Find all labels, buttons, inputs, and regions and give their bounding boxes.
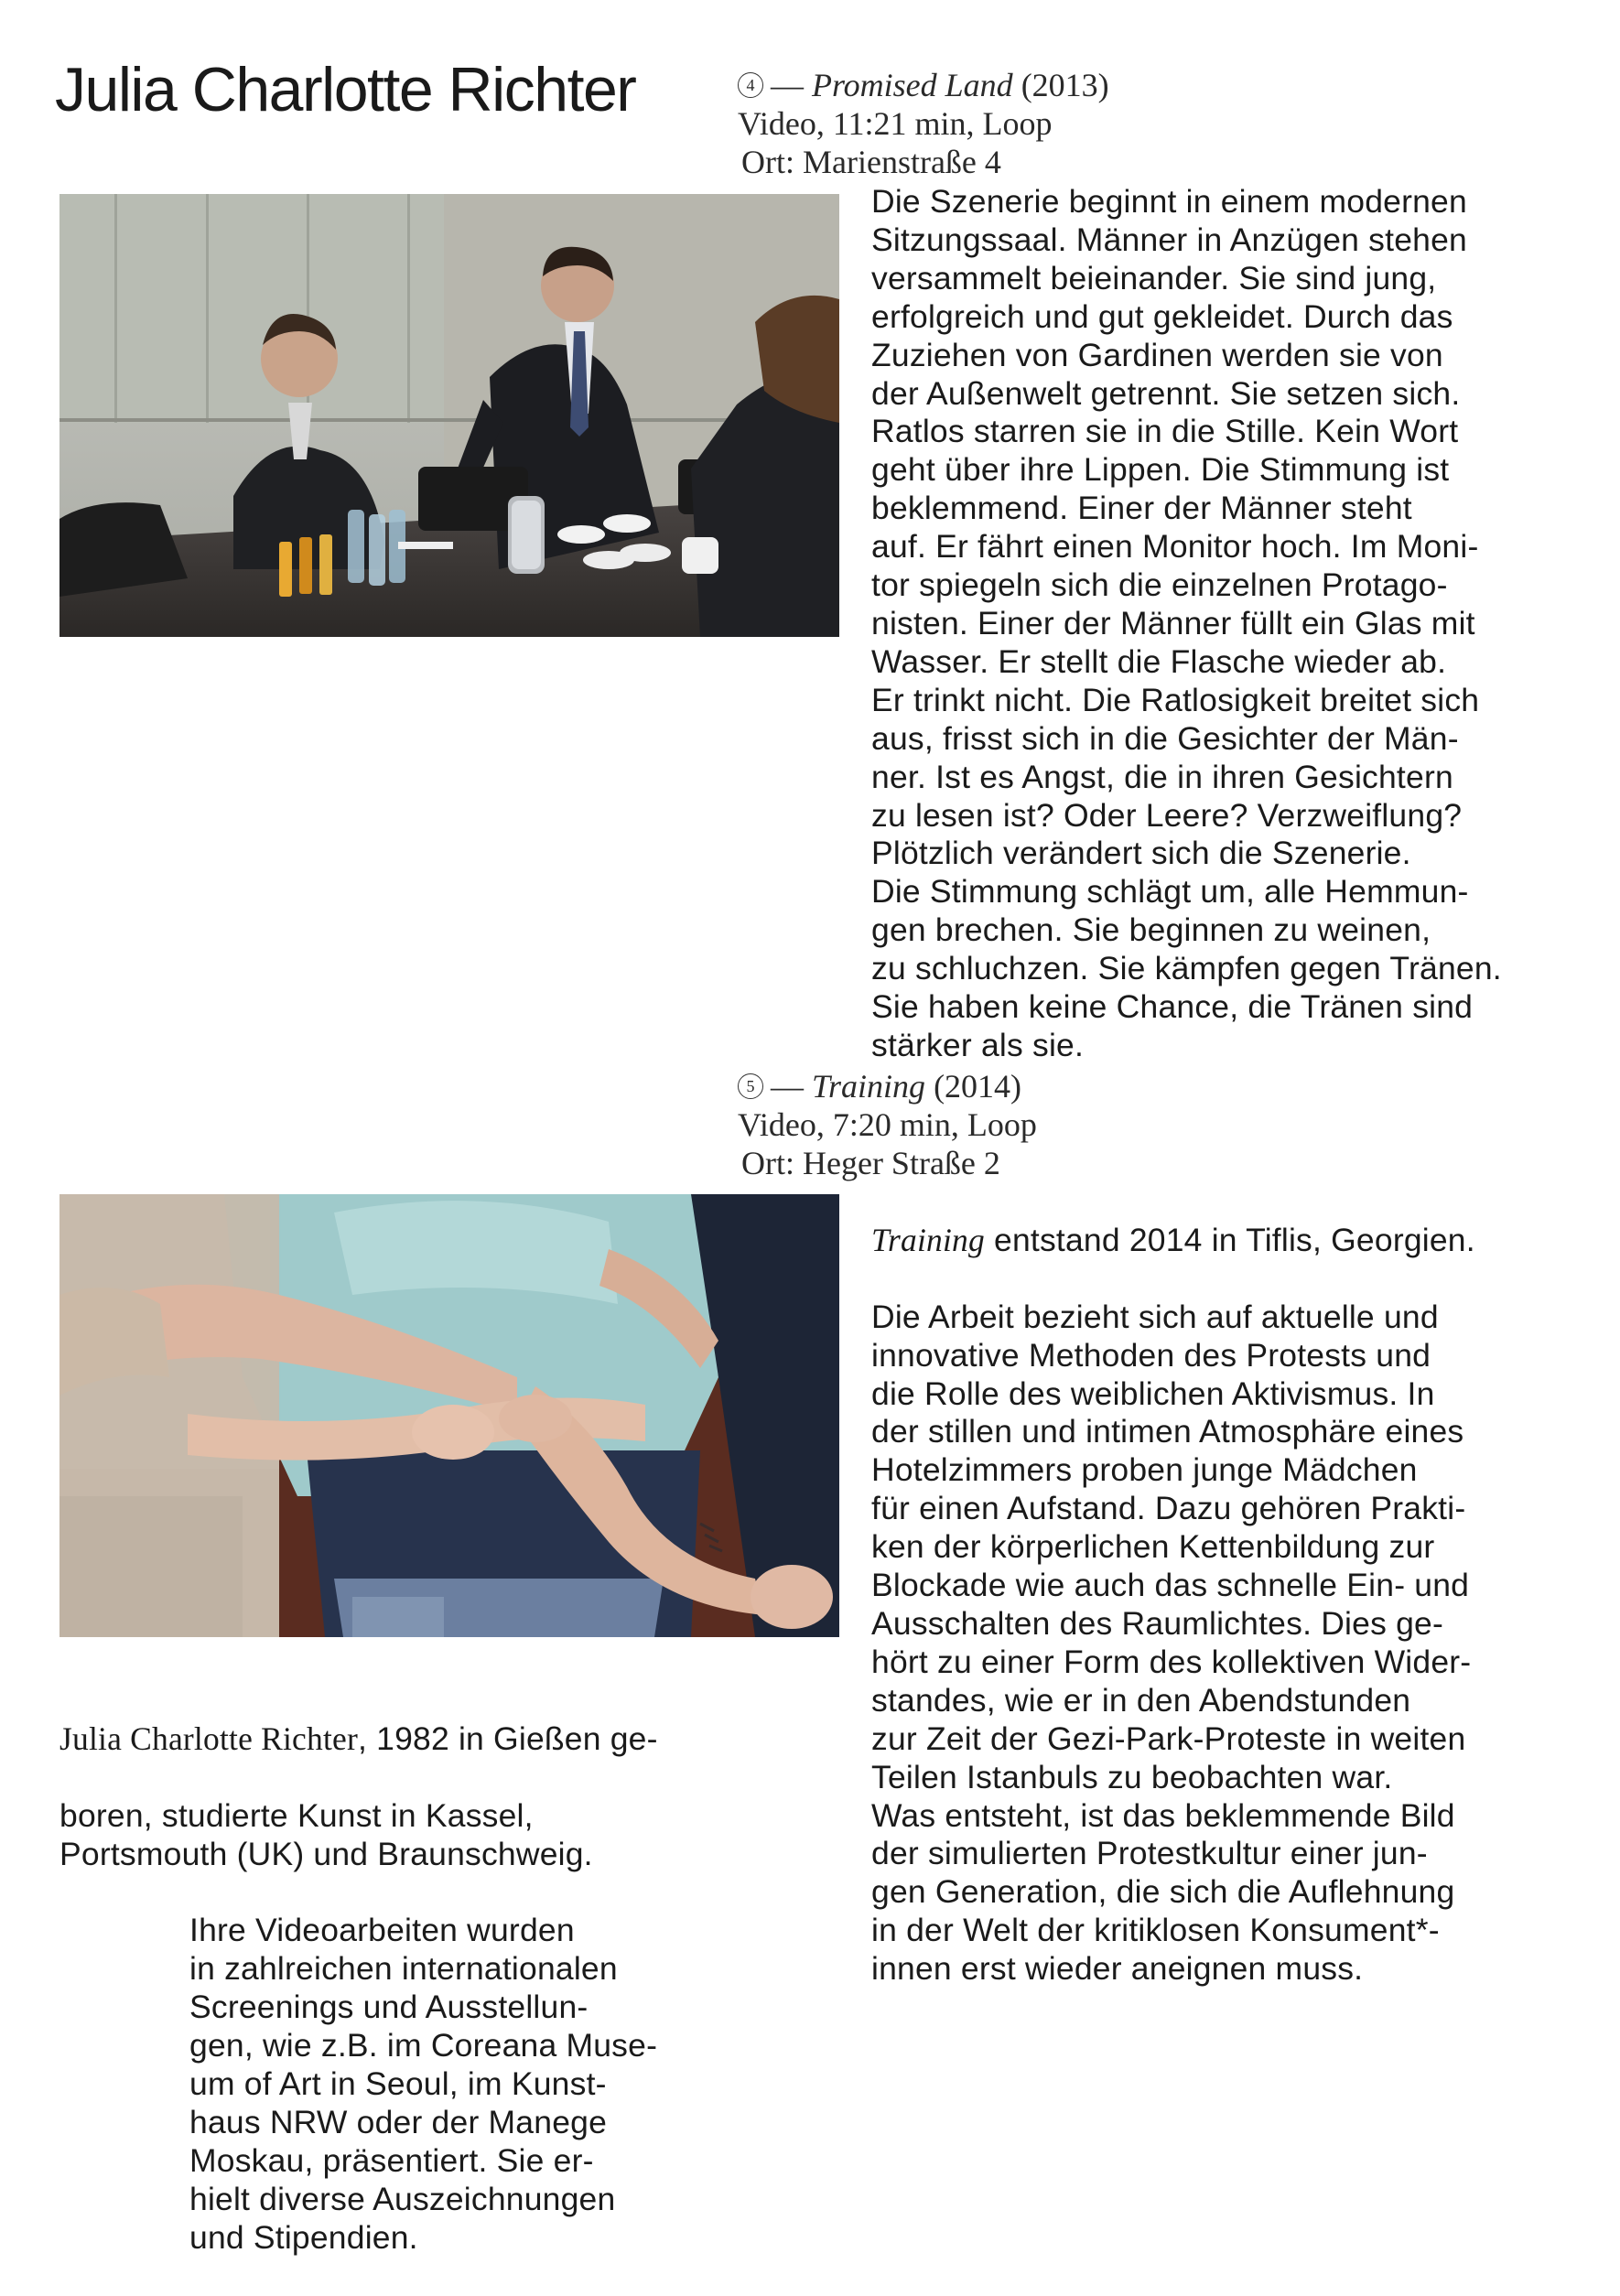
work-4-heading — [738, 66, 1109, 104]
work-4-image — [59, 194, 839, 637]
work-5-meta — [738, 1067, 1037, 1182]
work-5-number: 5 — [738, 1073, 763, 1099]
work-4-dash: — — [771, 67, 804, 103]
work-5-image — [59, 1194, 839, 1637]
work-5-description-first-line — [871, 1222, 1594, 1260]
work-4-still — [59, 194, 839, 637]
work-4-medium: Video, 11:21 min, Loop — [738, 105, 1053, 142]
work-4-number: 4 — [738, 72, 763, 98]
work-5-title: Training — [812, 1068, 926, 1105]
work-5-description: Die Arbeit bezieht sich auf aktuelle und innovative Methoden des Protests und die Rolle des weiblichen Aktivismus. In der stillen und intimen Atmosphäre eines Hotelzimmers proben junge Mädchen für einen Aufstand. Dazu gehören Prakti- ken der körperlichen Kettenbildung zur Blockade wie auch das schnelle Ein- und Ausschalten des Raumlichtes. Dies ge- hört zu einer Form des kollektiven Wider- standes, wie er in den Abendstunden zur Zeit der Gezi-Park-Proteste in weiten Teilen Istanbuls zu beobachten war. Was entsteht, ist das beklemmende Bild der simulierten Protestkultur einer jun- gen Generation, die sich die Auflehnung in der Welt der kritiklosen Konsument*- innen erst wieder aneignen muss. — [871, 1298, 1472, 1988]
work-4-location: Ort: Marienstraße 4 — [741, 144, 1001, 180]
work-5-location: Ort: Heger Straße 2 — [741, 1145, 1000, 1181]
artist-bio — [59, 1682, 718, 2296]
bio-block-1: boren, studierte Kunst in Kassel, Portsmouth (UK) und Braunschweig. — [59, 1796, 593, 1872]
bio-first-line — [59, 1720, 718, 1759]
bio-first-line-rest: , 1982 in Gießen ge- — [358, 1719, 658, 1757]
work-5-year: (2014) — [934, 1068, 1022, 1105]
bio-block-2: Ihre Videoarbeiten wurden in zahlreichen internationalen Screenings und Ausstellun- gen, wie z.B. im Coreana Muse- um of Art in Seoul, im Kunst- haus NRW oder der Manege Moskau, präsentiert. Sie er- hielt diverse Auszeichnungen und Stipendien. — [189, 1912, 658, 2256]
work-5-still — [59, 1194, 839, 1637]
artist-name: Julia Charlotte Richter — [55, 55, 636, 124]
work-5-dash: — — [771, 1068, 804, 1105]
work-4-description: Die Szenerie beginnt in einem modernen Sitzungssaal. Männer in Anzügen stehen versammelt beieinander. Sie sind jung, erfolgreich und gut gekleidet. Durch das Zuziehen von Gardinen werden sie von der Außenwelt getrennt. Sie setzen sich. Ratlos starren sie in die Stille. Kein Wort geht über ihre Lippen. Die Stimmung ist beklemmend. Einer der Männer steht auf. Er fährt einen Monitor hoch. Im Moni- tor spiegeln sich die einzelnen Protago- nisten. Einer der Männer füllt ein Glas mit Wasser. Er stellt die Flasche wieder ab. Er trinkt nicht. Die Ratlosigkeit breitet sich aus, frisst sich in die Gesichter der Män- ner. Ist es Angst, die in ihren Gesichtern zu lesen ist? Oder Leere? Verzweiflung? Plötzlich verändert sich die Szenerie. Die Stimmung schlägt um, alle Hemmun- gen brechen. Sie beginnen zu weinen, zu schluchzen. Sie kämpfen gegen Tränen. Sie haben keine Chance, die Tränen sind stärker als sie. — [871, 183, 1502, 1063]
work-5-description-first-line-rest: entstand 2014 in Tiflis, Georgien. — [984, 1221, 1475, 1258]
bio-name: Julia Charlotte Richter — [59, 1719, 358, 1757]
work-5-medium: Video, 7:20 min, Loop — [738, 1106, 1037, 1143]
work-5-description-block — [871, 1183, 1594, 2027]
work-4-year: (2013) — [1021, 67, 1109, 103]
work-4-title: Promised Land — [812, 67, 1013, 103]
work-5-heading — [738, 1067, 1037, 1105]
work-5-description-lead: Training — [871, 1221, 985, 1258]
work-4-meta — [738, 66, 1109, 181]
